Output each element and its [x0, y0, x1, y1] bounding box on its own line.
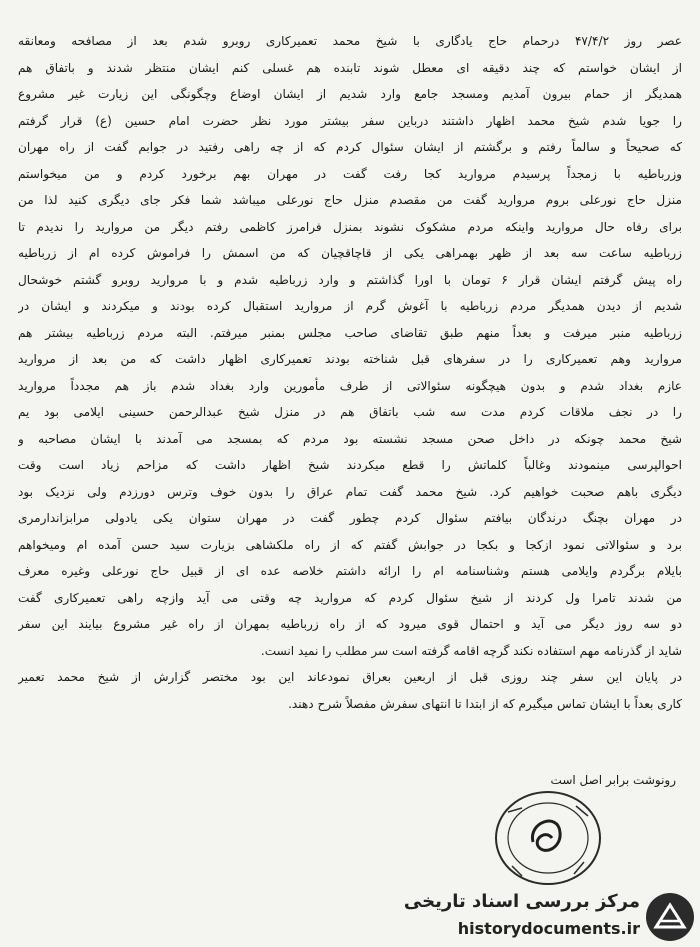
text-line: از ایشان خواستم که چند دقیقه ای معطل شوند تابنده هم غسلی کنم ایشان منتظر شدند و باتفاق هم — [18, 60, 682, 75]
text-line: دو سه روز دیگر می آید و احتمال قوی میرود که از راه زرباطیه بمهران از راه غیر مشروع بیایند این سفر — [18, 617, 682, 631]
text-line: عازم بغداد شدم و بدون هیچگونه سئوالاتی از طرف مأمورین وارد بغداد شدم باز هم مجدداً مروارید — [18, 378, 682, 393]
archive-watermark — [384, 889, 698, 945]
text-line: دیگری باهم صحبت خواهیم کرد. شیخ محمد گفت تمام عراق را بدون خوف وترس دورزدم ولی نزدیک بود — [18, 484, 682, 499]
watermark-title: مرکز بررسی اسناد تاریخی — [403, 891, 640, 912]
text-line: شدیم از دیدن همدیگر مردم زرباطیه با آغوش گرم از مروارید استقبال کرده بودند و میکردند و ایشان در — [18, 299, 682, 313]
text-line: راه پیش گرفتم ایشان قرار ۶ تومان با اورا گذاشتم و وارد زرباطیه شدم و با مروارید روبرو گشتم خوشحال — [18, 272, 682, 287]
text-line: احوالپرسی مینمودند وغالباً کلماتش را قطع میکردند شیخ اظهار داشت که مزاحم زیاد است وقت — [18, 458, 682, 472]
watermark-url: historydocuments.ir — [457, 919, 640, 938]
text-line: وزرباطیه با زمجداً پرسیدم مروارید کجا رفت گفت در مهران بهم برخورد کردم و من میخواستم — [18, 166, 682, 181]
text-line: بایلام برگردم وایلامی هستم وشناسنامه ام را ارائه داشتم خلاصه عده ای از قبیل حاج نورعلی وغیره معرف — [18, 564, 682, 578]
text-line: برای رفاه حال مروارید واینکه مردم مشکوک نشوند بمنزل فرامرز کاظمی رفتم دیگر من مروارید را ندیدم تا — [18, 219, 682, 234]
text-line: شاید از گذرنامه مهم استفاده نکند گرچه اقامه گرفته است سر مطلب را نمید انست. — [260, 643, 682, 658]
text-line: زرباطیه ساعت سه بعد از ظهر بهمراهی یکی از قاچاقچیان که من اسمش را فراموش کرده ام از زرباطیه — [18, 246, 682, 260]
archive-logo-icon — [644, 891, 696, 943]
text-line: که صحیحاً و سالماً رفتم و برگشتم از ایشان سئوال کردم که از چه راهی رفتید در جوابم گفت از راه مهران — [18, 140, 682, 154]
text-line: شیخ محمد چونکه در داخل صحن مسجد نشسته بود مردم که بمسجد می آمدند با ایشان مصاحبه و — [18, 431, 682, 446]
official-stamp — [488, 782, 608, 892]
text-line: کاری بعداً با ایشان تماس میگیرم که از ابتدا تا انتهای سفرش مفصلاً شرح دهند. — [288, 696, 682, 711]
text-line: را در نجف ملاقات کردم مدت سه شب باتفاق هم در منزل شیخ عبدالرحمن حسینی ایلامی بود یم — [18, 405, 682, 419]
text-line: برد و سئوالاتی نمود ازکجا و بکجا در جوابش گفتم که از راه ملکشاهی بزیارت سید حسن آمده ام ومیخواهم — [18, 537, 682, 552]
text-line: منزل حاج نورعلی بروم مروارید گفت من مقصدم منزل حاج نورعلی میباشد شما فکر جای دیگری کنید لذا من — [18, 193, 682, 207]
text-line: زرباطیه منبر میرفت و بعداً منهم طبق تقاضای صاحب مجلس بمنبر میرفتم. البته مردم زرباطیه بیشتر هم — [18, 325, 682, 340]
text-line: را جویا شدم شیخ محمد اظهار داشتند درباین سفر بیشتر مورد نظر حضرت امام حسین (ع) قرار گرفتم — [18, 113, 682, 128]
text-line: مروارید وهم تعمیرکاری را در سفرهای قبل شناخته بودند تعمیرکاری اظهار داشت که من بعد از مروارید — [18, 352, 682, 366]
text-line: من شدند تامرا ول کردند از شیخ سئوال کردم که مروارید چه وقتی می آید وازچه راهی تعمیرکاری گفت — [18, 590, 682, 605]
text-line: همدیگر از حمام بیرون آمدیم ومسجد جامع وارد شدیم از ایشان اوضاع وچگونگی این زیارت غیر مشروع — [18, 87, 682, 101]
certification-text: رونوشت برابر اصل است — [550, 773, 676, 787]
text-line: در مهران بچنگ درندگان بیافتم سئوال کردم چطور گفت در مهران ستوان یکی یادولی مرابزاندارمری — [18, 511, 682, 525]
text-line: عصر روز ۴۷/۴/۲ درحمام حاج یادگاری با شیخ محمد تعمیرکاری روبرو شدم بعد از مصافحه ومعانقه — [18, 34, 682, 48]
report-body — [18, 28, 682, 717]
text-line: در پایان این سفر چند روزی قبل از اربعین بعراق نمودعاند این بود مختصر گزارش از شیخ محمد تعمیر — [18, 670, 682, 684]
